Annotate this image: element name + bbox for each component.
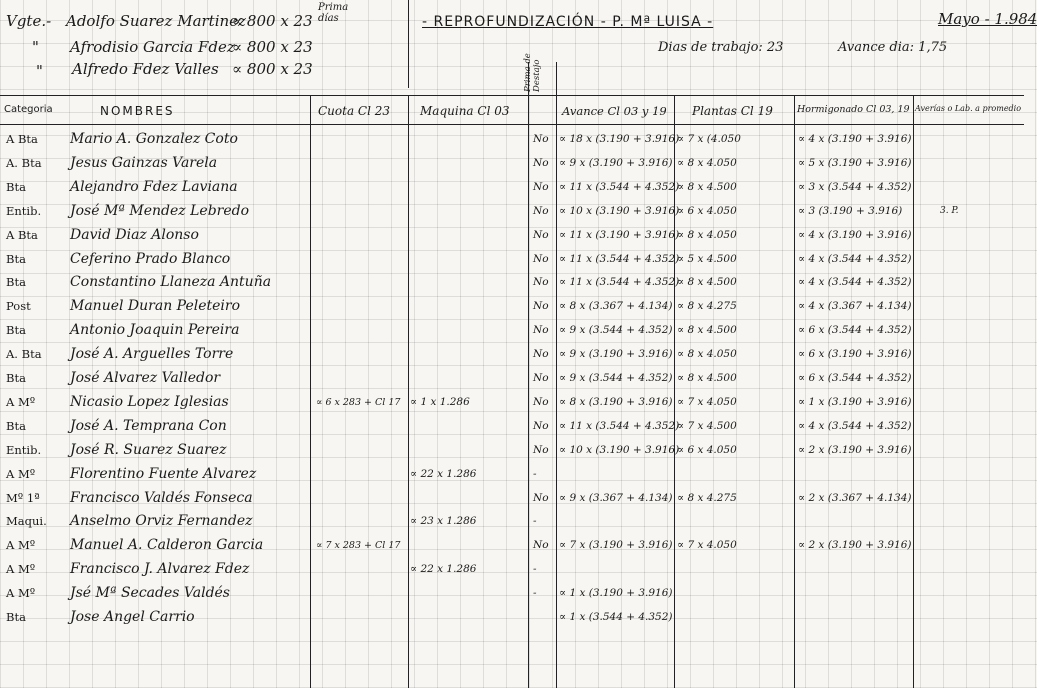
plantas-cell	[677, 558, 793, 581]
averias-cell	[940, 582, 1020, 605]
cuota-cell	[316, 176, 406, 199]
plantas-cell: ∝ 5 x 4.500	[677, 252, 737, 265]
col-averias: Averías o Lab. a promedio	[915, 104, 1022, 113]
category-cell: A Mº	[6, 562, 36, 577]
hormigonado-cell: ∝ 4 x (3.190 + 3.916)	[798, 228, 912, 241]
category-cell: Bta	[6, 610, 26, 624]
col-plantas: Plantas Cl 19	[692, 104, 773, 118]
avance-cell	[559, 558, 677, 581]
name-cell: Alejandro Fdez Laviana	[70, 178, 238, 195]
prima-cell: No	[533, 324, 549, 337]
rule-header-divider	[408, 0, 409, 88]
cuota-cell	[316, 558, 406, 581]
category-cell: A Mº	[6, 466, 36, 481]
averias-cell	[940, 343, 1020, 366]
hormigonado-cell	[798, 582, 912, 605]
name-cell: José Mª Mendez Lebredo	[70, 202, 250, 219]
prima-cell: No	[533, 491, 549, 504]
hormigonado-cell: ∝ 2 x (3.367 + 4.134)	[798, 491, 912, 504]
maquina-cell	[410, 176, 520, 199]
plantas-cell: ∝ 8 x 4.500	[677, 276, 737, 289]
name-cell: Ceferino Prado Blanco	[70, 250, 231, 267]
table-row	[0, 271, 1024, 294]
averias-cell	[940, 152, 1020, 175]
avance-cell: ∝ 9 x (3.190 + 3.916)	[559, 156, 673, 169]
plantas-cell: ∝ 8 x 4.050	[677, 228, 737, 241]
category-cell: Entib.	[6, 442, 42, 457]
cuota-cell	[316, 439, 406, 462]
category-cell: Post	[6, 299, 31, 314]
col-hormigonado: Hormigonado Cl 03, 19	[797, 104, 910, 115]
name-cell: Jsé Mª Secades Valdés	[70, 585, 230, 602]
ditto-mark-1: "	[32, 38, 39, 56]
col-nombres: NOMBRES	[100, 104, 175, 118]
maquina-cell	[410, 606, 520, 629]
avance-cell: ∝ 11 x (3.544 + 4.352)	[559, 419, 680, 432]
avance-cell: ∝ 1 x (3.190 + 3.916)	[559, 587, 673, 600]
category-cell: Entib.	[6, 203, 42, 218]
hormigonado-cell: ∝ 4 x (3.544 + 4.352)	[798, 276, 912, 289]
maquina-cell: ∝ 23 x 1.286	[410, 515, 477, 528]
plantas-cell: ∝ 6 x 4.050	[677, 443, 737, 456]
category-cell: Bta	[6, 251, 26, 266]
plantas-cell	[677, 582, 793, 605]
table-row	[0, 582, 1024, 605]
hormigonado-cell: ∝ 2 x (3.190 + 3.916)	[798, 539, 912, 552]
cuota-cell	[316, 415, 406, 438]
dias-de-trabajo: Dias de trabajo: 23	[658, 40, 784, 55]
name-cell: Anselmo Orviz Fernandez	[70, 513, 253, 530]
averias-cell	[940, 295, 1020, 318]
plantas-cell: ∝ 8 x 4.500	[677, 324, 737, 337]
hormigonado-cell: ∝ 4 x (3.190 + 3.916)	[798, 133, 912, 145]
averias-cell	[940, 510, 1020, 533]
maquina-cell	[410, 319, 520, 342]
prima-cell: No	[533, 395, 549, 408]
maquina-cell	[410, 487, 520, 510]
table-row	[0, 439, 1024, 462]
vigilante-1-name: Adolfo Suarez Martinez	[66, 12, 246, 30]
col-avance: Avance Cl 03 y 19	[562, 104, 667, 118]
averias-cell	[940, 248, 1020, 271]
hormigonado-cell: ∝ 4 x (3.367 + 4.134)	[798, 300, 912, 313]
prima-cell: No	[533, 133, 549, 145]
table-row	[0, 224, 1024, 247]
table-row	[0, 391, 1024, 414]
col-categoria: Categoria	[4, 104, 53, 115]
hormigonado-cell: ∝ 4 x (3.544 + 4.352)	[798, 252, 912, 265]
name-cell: Jose Angel Carrio	[70, 609, 195, 625]
category-cell: Mº 1ª	[6, 490, 40, 505]
prima-cell: No	[533, 539, 549, 552]
averias-cell	[940, 367, 1020, 390]
category-cell: Bta	[6, 371, 26, 385]
cuota-cell	[316, 582, 406, 605]
maquina-cell	[410, 439, 520, 462]
col-prima: Prima de Destajo	[523, 53, 542, 92]
plantas-cell	[677, 606, 793, 629]
vigilante-label: Vgte.-	[6, 12, 52, 30]
table-row	[0, 415, 1024, 438]
col-cuota: Cuota Cl 23	[318, 104, 391, 118]
category-cell: Bta	[6, 418, 26, 433]
name-cell: Florentino Fuente Alvarez	[70, 465, 257, 482]
rule-header-bottom	[0, 124, 1024, 125]
averias-cell	[940, 319, 1020, 342]
cuota-cell	[316, 319, 406, 342]
cuota-cell	[316, 224, 406, 247]
table-row	[0, 487, 1024, 510]
vigilante-2-detail: ∝ 800 x 23	[232, 38, 313, 56]
maquina-cell: ∝ 1 x 1.286	[410, 395, 470, 408]
plantas-cell: ∝ 7 x 4.050	[677, 539, 737, 552]
hormigonado-cell: ∝ 2 x (3.190 + 3.916)	[798, 443, 912, 456]
maquina-cell	[410, 271, 520, 294]
cuota-cell	[316, 248, 406, 271]
prima-cell: -	[533, 587, 537, 600]
name-cell: Constantino Llaneza Antuña	[70, 274, 272, 291]
maquina-cell	[410, 582, 520, 605]
plantas-cell: ∝ 7 x 4.500	[677, 419, 737, 432]
avance-cell: ∝ 8 x (3.190 + 3.916)	[559, 395, 673, 408]
prima-cell: No	[533, 300, 549, 313]
prima-cell: -	[533, 563, 537, 576]
category-cell: A Mº	[6, 586, 36, 601]
averias-cell	[940, 391, 1020, 414]
category-cell: Bta	[6, 323, 26, 338]
category-cell: Bta	[6, 275, 26, 290]
table-row	[0, 200, 1024, 223]
prima-cell: No	[533, 443, 549, 456]
plantas-cell: ∝ 7 x 4.050	[677, 395, 737, 408]
cuota-cell	[316, 343, 406, 366]
category-cell: A Bta	[6, 132, 38, 146]
hormigonado-cell	[798, 606, 912, 629]
plantas-cell: ∝ 8 x 4.050	[677, 156, 737, 169]
category-cell: Maqui.	[6, 514, 47, 529]
maquina-cell	[410, 367, 520, 390]
prima-cell: No	[533, 180, 549, 193]
avance-cell: ∝ 9 x (3.367 + 4.134)	[559, 491, 673, 504]
table-row	[0, 176, 1024, 199]
name-cell: Manuel A. Calderon Garcia	[70, 537, 264, 554]
averias-cell	[940, 128, 1020, 151]
prima-cell: No	[533, 156, 549, 169]
prima-cell: No	[533, 419, 549, 432]
prima-cell: -	[533, 515, 537, 528]
averias-cell	[940, 271, 1020, 294]
maquina-cell: ∝ 22 x 1.286	[410, 563, 477, 576]
rule-header-top	[0, 95, 1024, 96]
plantas-cell: ∝ 8 x 4.050	[677, 348, 737, 361]
category-cell: A Mº	[6, 394, 36, 409]
maquina-cell	[410, 152, 520, 175]
averias-cell	[940, 558, 1020, 581]
vigilante-1-note: Prima días	[318, 2, 349, 24]
name-cell: Nicasio Lopez Iglesias	[70, 393, 229, 410]
category-cell: Bta	[6, 179, 26, 194]
hormigonado-cell: ∝ 1 x (3.190 + 3.916)	[798, 395, 912, 408]
hormigonado-cell: ∝ 5 x (3.190 + 3.916)	[798, 156, 912, 169]
averias-cell	[940, 534, 1020, 557]
prima-cell: No	[533, 252, 549, 265]
cuota-cell	[316, 200, 406, 223]
avance-cell: ∝ 7 x (3.190 + 3.916)	[559, 539, 673, 552]
table-row	[0, 319, 1024, 342]
prima-cell: No	[533, 228, 549, 241]
name-cell: Mario A. Gonzalez Coto	[70, 131, 238, 147]
cuota-cell	[316, 152, 406, 175]
hormigonado-cell: ∝ 3 (3.190 + 3.916)	[798, 204, 903, 217]
table-row	[0, 558, 1024, 581]
hormigonado-cell: ∝ 3 x (3.544 + 4.352)	[798, 180, 912, 193]
avance-cell: ∝ 9 x (3.190 + 3.916)	[559, 348, 673, 361]
plantas-cell: ∝ 8 x 4.500	[677, 372, 737, 384]
vigilante-1-detail: ∝ 800 x 23	[232, 12, 313, 30]
maquina-cell	[410, 224, 520, 247]
prima-cell: No	[533, 276, 549, 289]
name-cell: José A. Temprana Con	[70, 417, 227, 434]
hormigonado-cell	[798, 510, 912, 533]
category-cell: A Bta	[6, 227, 38, 242]
hormigonado-cell: ∝ 6 x (3.190 + 3.916)	[798, 348, 912, 361]
maquina-cell	[410, 200, 520, 223]
vigilante-3-name: Alfredo Fdez Valles	[72, 60, 219, 78]
maquina-cell	[410, 128, 520, 151]
name-cell: Antonio Joaquin Pereira	[70, 322, 240, 339]
avance-cell: ∝ 11 x (3.544 + 4.352)	[559, 180, 680, 193]
avance-cell: ∝ 11 x (3.544 + 4.352)	[559, 252, 680, 265]
plantas-cell: ∝ 8 x 4.500	[677, 180, 737, 193]
averias-cell	[940, 415, 1020, 438]
averias-cell	[940, 224, 1020, 247]
prima-cell: No	[533, 204, 549, 217]
document-month: Mayo - 1.984	[938, 10, 1037, 28]
plantas-cell	[677, 463, 793, 486]
name-cell: Manuel Duran Peleteiro	[70, 298, 241, 315]
ditto-mark-2: "	[36, 62, 43, 80]
cuota-cell	[316, 463, 406, 486]
averias-cell	[940, 439, 1020, 462]
maquina-cell: ∝ 22 x 1.286	[410, 467, 477, 480]
name-cell: David Diaz Alonso	[70, 226, 199, 243]
avance-cell	[559, 510, 677, 533]
hormigonado-cell: ∝ 6 x (3.544 + 4.352)	[798, 372, 912, 384]
maquina-cell	[410, 295, 520, 318]
document-title: - REPROFUNDIZACIÓN - P. Mª LUISA -	[422, 14, 714, 30]
avance-cell: ∝ 9 x (3.544 + 4.352)	[559, 372, 673, 384]
plantas-cell: ∝ 6 x 4.050	[677, 204, 737, 217]
category-cell: A Mº	[6, 538, 36, 553]
averias-cell	[940, 463, 1020, 486]
col-maquina: Maquina Cl 03	[420, 104, 510, 118]
avance-dia: Avance dia: 1,75	[838, 40, 948, 55]
cuota-cell: ∝ 7 x 283 + Cl 17	[316, 540, 401, 552]
table-row	[0, 248, 1024, 271]
maquina-cell	[410, 534, 520, 557]
cuota-cell	[316, 271, 406, 294]
table-row	[0, 367, 1024, 390]
averias-cell	[940, 487, 1020, 510]
cuota-cell: ∝ 6 x 283 + Cl 17	[316, 396, 401, 408]
avance-cell	[559, 463, 677, 486]
table-row	[0, 510, 1024, 533]
avance-cell: ∝ 18 x (3.190 + 3.916)	[559, 133, 680, 145]
avance-cell: ∝ 8 x (3.367 + 4.134)	[559, 300, 673, 313]
prima-cell	[533, 606, 555, 629]
averias-cell: 3. P.	[940, 205, 959, 216]
prima-cell: No	[533, 348, 549, 361]
prima-cell: -	[533, 467, 537, 480]
vigilante-3-detail: ∝ 800 x 23	[232, 60, 313, 78]
hormigonado-cell	[798, 463, 912, 486]
avance-cell: ∝ 10 x (3.190 + 3.916)	[559, 443, 680, 456]
vigilante-2-name: Afrodisio Garcia Fdez	[70, 38, 235, 56]
category-cell: A. Bta	[6, 347, 42, 362]
cuota-cell	[316, 128, 406, 151]
table-row	[0, 295, 1024, 318]
maquina-cell	[410, 343, 520, 366]
avance-cell: ∝ 9 x (3.544 + 4.352)	[559, 324, 673, 337]
table-row	[0, 606, 1024, 629]
avance-cell: ∝ 11 x (3.190 + 3.916)	[559, 228, 680, 241]
name-cell: Francisco Valdés Fonseca	[70, 489, 253, 506]
averias-cell	[940, 606, 1020, 629]
maquina-cell	[410, 248, 520, 271]
hormigonado-cell	[798, 558, 912, 581]
cuota-cell	[316, 487, 406, 510]
plantas-cell: ∝ 8 x 4.275	[677, 491, 737, 504]
prima-cell: No	[533, 372, 549, 384]
plantas-cell: ∝ 8 x 4.275	[677, 300, 737, 313]
name-cell: Francisco J. Alvarez Fdez	[70, 561, 250, 578]
cuota-cell	[316, 295, 406, 318]
name-cell: José Alvarez Valledor	[70, 370, 221, 386]
cuota-cell	[316, 367, 406, 390]
avance-cell: ∝ 10 x (3.190 + 3.916)	[559, 204, 680, 217]
cuota-cell	[316, 606, 406, 629]
category-cell: A. Bta	[6, 155, 42, 170]
maquina-cell	[410, 415, 520, 438]
avance-cell: ∝ 11 x (3.544 + 4.352)	[559, 276, 680, 289]
name-cell: José R. Suarez Suarez	[70, 441, 227, 458]
hormigonado-cell: ∝ 4 x (3.544 + 4.352)	[798, 419, 912, 432]
averias-cell	[940, 176, 1020, 199]
table-row	[0, 534, 1024, 557]
name-cell: Jesus Gainzas Varela	[70, 154, 218, 171]
plantas-cell: ∝ 7 x (4.050	[677, 133, 741, 145]
cuota-cell	[316, 510, 406, 533]
table-row	[0, 128, 1024, 151]
avance-cell: ∝ 1 x (3.544 + 4.352)	[559, 611, 673, 623]
table-row	[0, 463, 1024, 486]
table-row	[0, 343, 1024, 366]
table-row	[0, 152, 1024, 175]
plantas-cell	[677, 510, 793, 533]
name-cell: José A. Arguelles Torre	[70, 346, 234, 363]
hormigonado-cell: ∝ 6 x (3.544 + 4.352)	[798, 324, 912, 337]
